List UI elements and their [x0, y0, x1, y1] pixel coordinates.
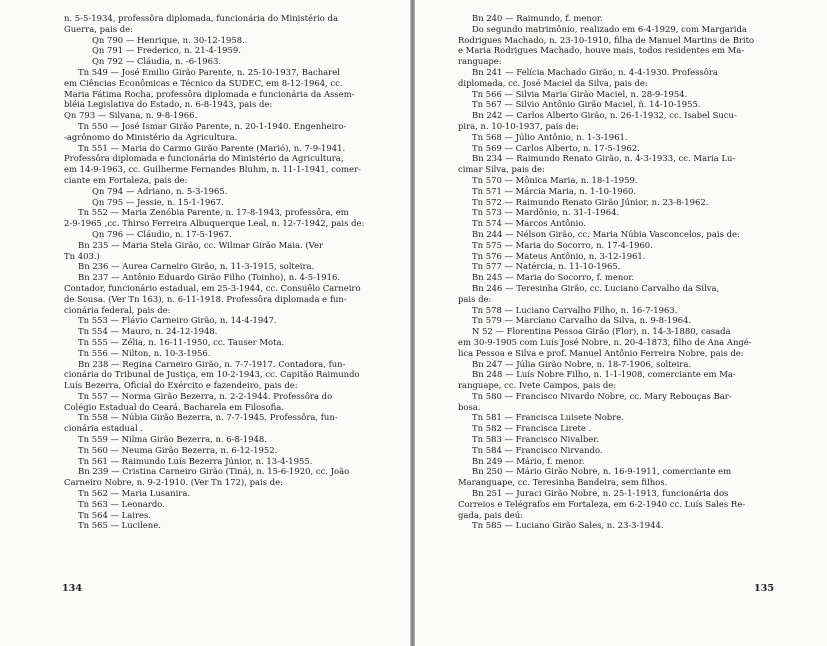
text-line: n. 5-5-1934, professôra diplomada, funcionária do Ministério da: [64, 13, 338, 23]
text-line: Tn 571 — Márcia Maria, n. 1-10-1960.: [472, 185, 637, 196]
text-line: Tn 403.): [64, 250, 100, 261]
text-line: Bn 248 — Luís Nobre Filho, n. 1-1-1908, comerciante em Ma-: [472, 369, 736, 380]
text-line: e Maria Rodrigues Machado, houve mais, todos residentes em Ma-: [458, 45, 745, 56]
text-line: Qn 795 — Jessie, n. 15-1-1967.: [92, 196, 224, 207]
text-line: bosa.: [458, 401, 481, 412]
text-line: Tn 557 — Norma Girão Bezerra, n. 2-2-1944. Professôra do: [78, 390, 333, 401]
text-line: pira, n. 10-10-1937, pais de:: [458, 120, 579, 131]
text-line: N 52 — Florentina Pessoa Girão (Flor), n. 14-3-1880, casada: [472, 326, 731, 337]
text-line: Tn 560 — Neuma Girão Bezerra, n. 6-12-1952.: [78, 444, 278, 455]
text-line: Bn 235 — Maria Stela Girão, cc. Wilmar Girão Maia. (Ver: [78, 239, 324, 250]
text-line: Tn 558 — Núbia Girão Bezerra, n. 7-7-1945. Professôra, fun-: [78, 412, 338, 423]
text-line: lica Pessoa e Silva e prof. Manuel Antônio Ferreira Nobre, pais de:: [458, 347, 744, 358]
text-line: Tn 572 — Raimundo Renato Girão Júnior, n. 23-8-1962.: [472, 196, 709, 207]
right-page: [414, 0, 827, 646]
text-line: Tn 564 — Laires.: [78, 509, 152, 520]
text-line: ranguape, cc. Ivete Campos, pais de:: [458, 380, 617, 391]
text-line: Bn 237 — Antônio Eduardo Girão Filho (Toinho), n. 4-5-1916.: [78, 272, 341, 283]
text-line: Tn 574 — Marcos Antônio.: [472, 218, 586, 229]
text-line: 2-9-1965 ,cc. Thirso Ferreira Albuquerque Leal, n. 12-7-1942, pais de:: [64, 218, 365, 229]
text-line: Tn 568 — Júlio Antônio, n. 1-3-1961.: [472, 131, 628, 142]
text-line: Tn 554 — Mauro, n. 24-12-1948.: [78, 326, 218, 337]
text-line: -agrônomo do Ministério da Agricultura.: [64, 131, 238, 142]
text-line: Bn 245 — Maria do Socorro, f. menor.: [472, 272, 635, 283]
text-line: Professôra diplomada e funcionária do Ministério da Agricultura,: [64, 153, 344, 164]
text-line: Tn 579 — Marciano Carvalho da Silva, n. 9-8-1964.: [472, 315, 692, 326]
text-line: Tn 578 — Luciano Carvalho Filho, n. 16-7-1963.: [472, 304, 678, 315]
text-line: Qn 794 — Adriano, n. 5-3-1965.: [92, 185, 228, 196]
text-line: cimar Silva, pais de:: [458, 164, 545, 175]
text-line: Luís Bezerra, Oficial do Exército e fazendeiro, pais de:: [64, 380, 298, 391]
text-line: gada, pais deú:: [458, 509, 524, 520]
text-line: Maranguape, cc. Teresinha Bandeira, sem filhos.: [458, 477, 668, 488]
text-line: Bn 236 — Aurea Carneiro Girão, n. 11-3-1915, solteira.: [78, 261, 315, 272]
left-page-text: [64, 13, 364, 531]
left-page-number: 134: [62, 583, 83, 594]
text-line: Rodrigues Machado, n. 23-10-1910, filha de Manuel Martins de Brito: [458, 34, 755, 45]
text-line: Qn 791 — Frederico, n. 21-4-1959.: [92, 45, 241, 56]
text-line: Qn 792 — Cláudia, n. -6-1963.: [92, 56, 222, 67]
text-line: Tn 575 — Maria do Socorro, n. 17-4-1960.: [472, 239, 653, 250]
text-line: ranguape:: [458, 56, 502, 67]
text-line: Tn 577 — Natércia, n. 11-10-1965.: [472, 261, 621, 272]
text-line: cionária estadual .: [64, 423, 144, 434]
text-line: Correios e Telégrafos em Fortaleza, em 6-2-1940 cc. Luís Sales Re-: [458, 498, 746, 509]
text-line: Tn 559 — Nilma Girão Bezerra, n. 6-8-1948.: [78, 434, 267, 445]
text-line: Bn 246 — Teresinha Girão, cc. Luciano Carvalho da Silva,: [472, 282, 720, 293]
text-line: diplomada, cc. José Maciel da Silva, pais de:: [458, 77, 648, 88]
text-line: Tn 552 — Maria Zenóbia Parente, n. 17-8-1943, professôra, em: [78, 207, 349, 218]
text-line: Tn 551 — Maria do Carmo Girão Parente (Marió), n. 7-9-1941.: [78, 142, 346, 153]
text-line: Tn 562 — Maria Lusanira.: [78, 488, 191, 499]
text-line: Tn 553 — Flávio Carneiro Girão, n. 14-4-1947.: [78, 315, 277, 326]
text-line: Qn 793 — Silvana, n. 9-8-1966.: [64, 110, 198, 121]
text-line: Tn 569 — Carlos Alberto, n. 17-5-1962.: [472, 142, 640, 153]
text-line: Guerra, pais de:: [64, 23, 134, 34]
text-line: cionária do Tribunal de Justiça, em 10-2-1943, cc. Capitão Raimundo: [64, 369, 360, 380]
text-line: Tn 576 — Mateus Antônio, n. 3-12-1961.: [472, 250, 646, 261]
left-page: [0, 0, 412, 646]
text-line: Do segundo matrimônio, realizado em 6-4-1929, com Margarida: [472, 23, 747, 34]
text-line: Tn 573 — Mardônio, n. 31-1-1964.: [472, 207, 620, 218]
text-line: de Sousa. (Ver Tn 163), n. 6-11-1918. Professôra diplomada e fun-: [64, 293, 347, 304]
text-line: Bn 250 — Mário Girão Nobre, n. 16-9-1911, comerciante em: [472, 466, 732, 477]
text-line: Tn 555 — Zélia, n. 16-11-1950, cc. Tauser Mota.: [78, 336, 285, 347]
text-line: Maria Fátima Rocha, professôra diplomada e funcionária da Assem-: [64, 88, 355, 99]
text-line: Tn 549 — José Emilio Girão Parente, n. 25-10-1937, Bacharel: [78, 66, 340, 77]
text-line: Bn 239 — Cristina Carneiro Girão (Tiná), n. 15-6-1920, cc. João: [78, 466, 350, 477]
text-line: Carneiro Nobre, n. 9-2-1910. (Ver Tn 172), pais de:: [64, 477, 283, 488]
text-line: Tn 563 — Leonardo.: [78, 498, 165, 509]
text-line: Bn 234 — Raimundo Renato Girão, n. 4-3-1933, cc. Maria Lu-: [472, 153, 736, 164]
text-line: Tn 583 — Francisco Nivalber.: [472, 434, 600, 445]
text-line: Tn 556 — Nilton, n. 10-3-1956.: [78, 347, 211, 358]
text-line: Tn 561 — Raimundo Luís Bezerra Júnior, n. 13-4-1955.: [78, 455, 313, 466]
text-line: bléia Legislativa do Estado, n. 6-8-1943, pais de:: [64, 99, 273, 110]
text-line: Bn 242 — Carlos Alberto Girão, n. 26-1-1932, cc. Isabel Sucu-: [472, 110, 737, 121]
text-line: Bn 249 — Mário, f. menor.: [472, 455, 585, 466]
text-line: ciante em Fortaleza, pais de:: [64, 174, 188, 185]
text-line: Tn 582 — Francisca Lirete .: [472, 423, 592, 434]
text-line: Bn 240 — Raimundo, f. menor.: [472, 13, 603, 23]
text-line: em 14-9-1963, cc. Guilherme Fernandes Bluhm, n. 11-1-1941, comer-: [64, 164, 361, 175]
text-line: Contador, funcionário estadual, em 25-3-1944, cc. Consuêlo Carneiro: [64, 282, 361, 293]
text-line: Tn 566 — Silvia Maria Girão Maciel, n. 28-9-1954.: [472, 88, 688, 99]
text-line: Tn 550 — José Ismar Girão Parente, n. 20-1-1940. Engenheiro-: [78, 120, 347, 131]
text-line: Qn 796 — Cláudio, n. 17-5-1967.: [92, 228, 232, 239]
text-line: pais de:: [458, 293, 492, 304]
text-line: Tn 580 — Francisco Nivardo Nobre, cc. Mary Rebouças Bar-: [472, 390, 732, 401]
text-line: Bn 244 — Nélson Girão, cc. Maria Núbia Vasconcelos, pais de:: [472, 228, 740, 239]
text-line: Colégio Estadual do Ceará. Bacharela em Filosofia.: [64, 401, 284, 412]
text-line: em 30-9-1905 com Luís José Nobre, n. 20-4-1873, filho de Ana Angé-: [458, 336, 752, 347]
right-page-number: 135: [754, 583, 775, 594]
text-line: Tn 585 — Luciano Girão Sales, n. 23-3-1944.: [472, 520, 664, 531]
text-line: Bn 251 — Juraci Girão Nobre, n. 25-1-1913, funcionária dos: [472, 488, 729, 499]
text-line: Bn 241 — Felícia Machado Girão, n. 4-4-1930. Professôra: [472, 66, 718, 77]
text-line: Tn 567 — Silvio Antônio Girão Maciel, ñ. 14-10-1955.: [472, 99, 701, 110]
text-line: Tn 570 — Mônica Maria, n. 18-1-1959.: [472, 174, 638, 185]
text-line: Bn 247 — Júlia Girão Nobre, n. 18-7-1906, solteira.: [472, 358, 692, 369]
text-line: cionária federal, pais de:: [64, 304, 171, 315]
text-line: em Ciências Econômicas e Técnico da SUDEC, em 8-12-1964, cc.: [64, 77, 343, 88]
text-line: Tn 581 — Francisca Luisete Nobre.: [472, 412, 624, 423]
text-line: Tn 565 — Lucilene.: [78, 520, 161, 531]
right-page-text: [458, 13, 764, 531]
text-line: Tn 584 — Francisco Nirvando.: [472, 444, 603, 455]
text-line: Bn 238 — Regina Carneiro Girão, n. 7-7-1917. Contadora, fun-: [78, 358, 346, 369]
text-line: Qn 790 — Henrique, n. 30-12-1958.: [92, 34, 245, 45]
